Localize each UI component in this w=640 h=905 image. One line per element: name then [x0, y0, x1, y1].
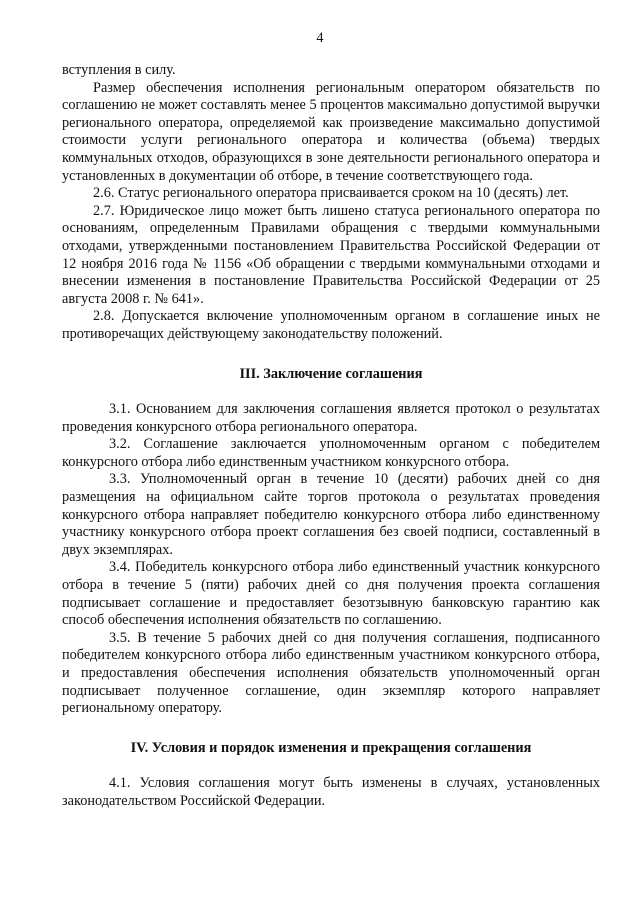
paragraph-3-5: 3.5. В течение 5 рабочих дней со дня получения соглашения, подписанного победителем конкурсного отбора либо единственным участником конкурсного отбора, и предоставления обеспечения исполнения обязательств уполномоченный орган подписывает полученное соглашение, один экземпляр которого направляет региональному оператору. [62, 629, 600, 717]
paragraph-continuation: вступления в силу. [62, 62, 176, 78]
paragraph-3-1: 3.1. Основанием для заключения соглашения является протокол о результатах проведения конкурсного отбора регионального оператора. [62, 401, 600, 435]
paragraph-guarantee-size: Размер обеспечения исполнения региональным оператором обязательств по соглашению не может составлять менее 5 процентов максимально допустимой выручки регионального оператора, определяемой как произведение максимально допустимой стоимости услуги регионального оператора и количества (объема) твердых коммунальных отходов, образующихся в зоне деятельности регионального оператора и установленных в документации об отборе, в течение соответствующего года. [62, 79, 600, 184]
document-body [62, 62, 600, 811]
paragraph-4-1: 4.1. Условия соглашения могут быть изменены в случаях, установленных законодательством Российской Федерации. [62, 775, 600, 809]
section-3-heading: III. Заключение соглашения [239, 365, 423, 382]
paragraph-3-3: 3.3. Уполномоченный орган в течение 10 (десяти) рабочих дней со дня размещения на официальном сайте торгов протокола о результатах проведения конкурсного отбора направляет победителю конкурсного отбора либо единственному участнику конкурсного отбора проект соглашения без своей подписи, составленный в двух экземплярах. [62, 471, 600, 558]
section-4-heading: IV. Условия и порядок изменения и прекращения соглашения [130, 739, 532, 756]
paragraph-2-6: 2.6. Статус регионального оператора присваивается сроком на 10 (десять) лет. [93, 185, 569, 202]
page-number: 4 [316, 30, 324, 46]
paragraph-3-2: 3.2. Соглашение заключается уполномоченным органом с победителем конкурсного отбора либо единственным участником конкурсного отбора. [62, 436, 600, 470]
paragraph-2-7: 2.7. Юридическое лицо может быть лишено статуса регионального оператора по основаниям, определенным Правилами обращения с твердыми коммунальными отходами, утвержденными постановлением Правительства Российской Федерации от 12 ноября 2016 года № 1156 «Об обращении с твердыми коммунальными отходами и внесении изменения в постановление Правительства Российской Федерации от 25 августа 2008 г. № 641». [62, 202, 600, 307]
paragraph-3-4: 3.4. Победитель конкурсного отбора либо единственный участник конкурсного отбора в течение 5 (пяти) рабочих дней со дня получения проекта соглашения подписывает соглашение и предоставляет безотзывную банковскую гарантию как способ обеспечения исполнения обязательств по соглашению. [62, 559, 600, 629]
paragraph-2-8: 2.8. Допускается включение уполномоченным органом в соглашение иных не противоречащих действующему законодательству положений. [62, 308, 600, 342]
